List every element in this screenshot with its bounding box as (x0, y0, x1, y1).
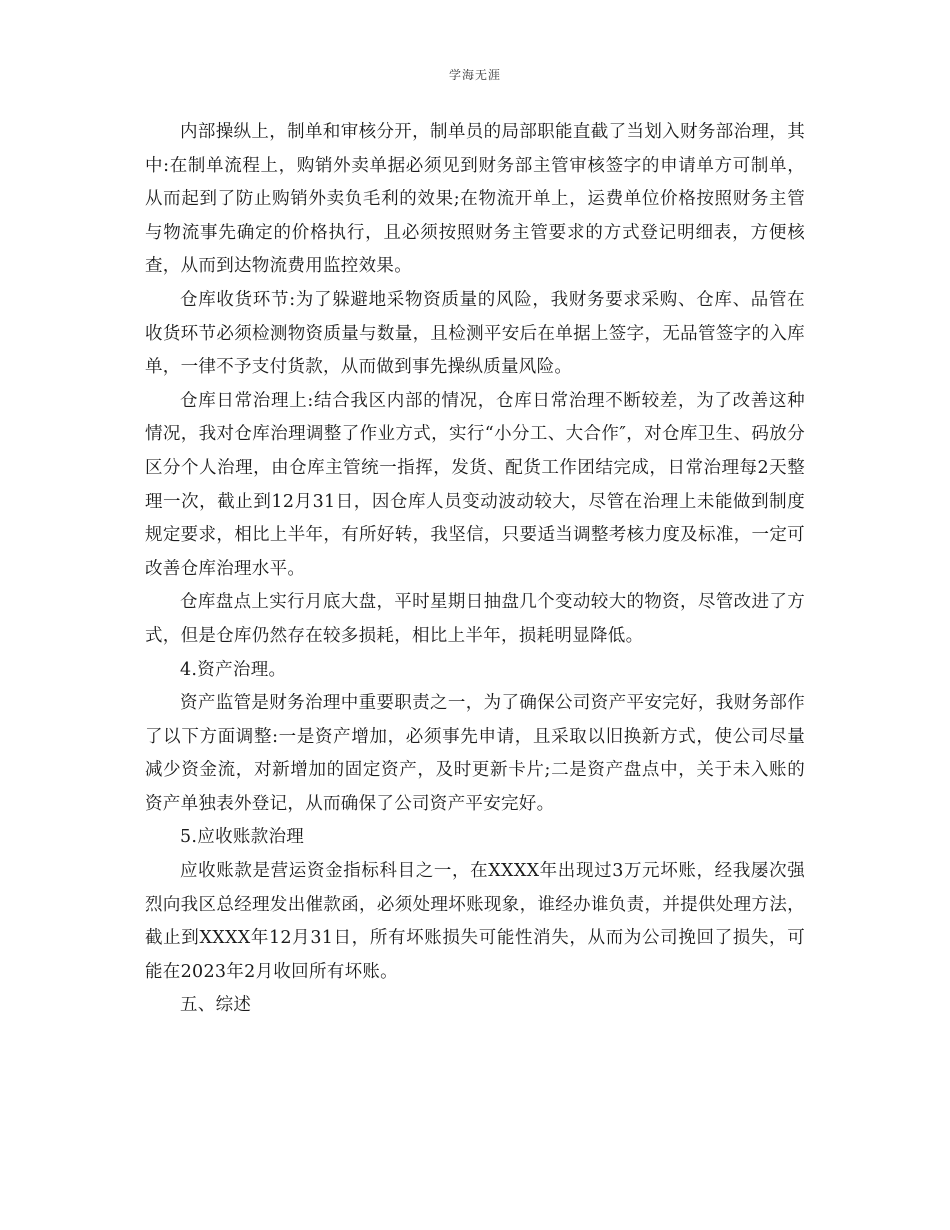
page-header: 学海无涯 (448, 68, 501, 82)
paragraph-warehouse-daily-management: 仓库日常治理上:结合我区内部的情况，仓库日常治理不断较差，为了改善这种情况，我对仓库治理调整了作业方式，实行“小分工、大合作″，对仓库卫生、码放分区分个人治理，由仓库主管统一指挥，发货、配货工作团结完成，日常治理每2天整理一次，截止到12月31日，因仓库人员变动波动较大，尽管在治理上未能做到制度规定要求，相比上半年，有所好转，我坚信，只要适当调整考核力度及标准，一定可改善仓库治理水平。 (145, 390, 805, 579)
heading-asset-management: 4.资产治理。 (180, 659, 287, 680)
paragraph-receivables: 应收账款是营运资金指标科目之一，在XXXX年出现过3万元坏账，经我屡次强烈向我区总经理发出催款函，必须处理坏账现象，谁经办谁负责，并提供处理方法，截止到XXXX年12月31日，所有坏账损失可能性消失，从而为公司挽回了损失，可能在2023年2月收回所有坏账。 (145, 861, 805, 982)
paragraph-asset-supervision: 资产监管是财务治理中重要职责之一，为了确保公司资产平安完好，我财务部作了以下方面调整:一是资产增加，必须事先申请，且采取以旧换新方式，使公司尽量减少资金流，对新增加的固定资产，及时更新卡片;二是资产盘点中，关于未入账的资产单独表外登记，从而确保了公司资产平安完好。 (145, 693, 805, 814)
document-body (145, 116, 805, 1023)
paragraph-internal-control: 内部操纵上，制单和审核分开，制单员的局部职能直截了当划入财务部治理，其中:在制单流程上，购销外卖单据必须见到财务部主管审核签字的申请单方可制单，从而起到了防止购销外卖负毛利的效果;在物流开单上，运费单位价格按照财务主管与物流事先确定的价格执行，且必须按照财务主管要求的方式登记明细表，方便核查，从而到达物流费用监控效果。 (145, 122, 805, 277)
heading-receivables-management: 5.应收账款治理 (180, 827, 305, 848)
heading-summary: 五、综述 (180, 995, 252, 1016)
paragraph-warehouse-receiving: 仓库收货环节:为了躲避地采物资质量的风险，我财务要求采购、仓库、品管在收货环节必须检测物资质量与数量，且检测平安后在单据上签字，无品管签字的入库单，一律不予支付货款，从而做到事先操纵质量风险。 (145, 289, 805, 378)
paragraph-warehouse-inventory: 仓库盘点上实行月底大盘，平时星期日抽盘几个变动较大的物资，尽管改进了方式，但是仓库仍然存在较多损耗，相比上半年，损耗明显降低。 (145, 592, 805, 646)
